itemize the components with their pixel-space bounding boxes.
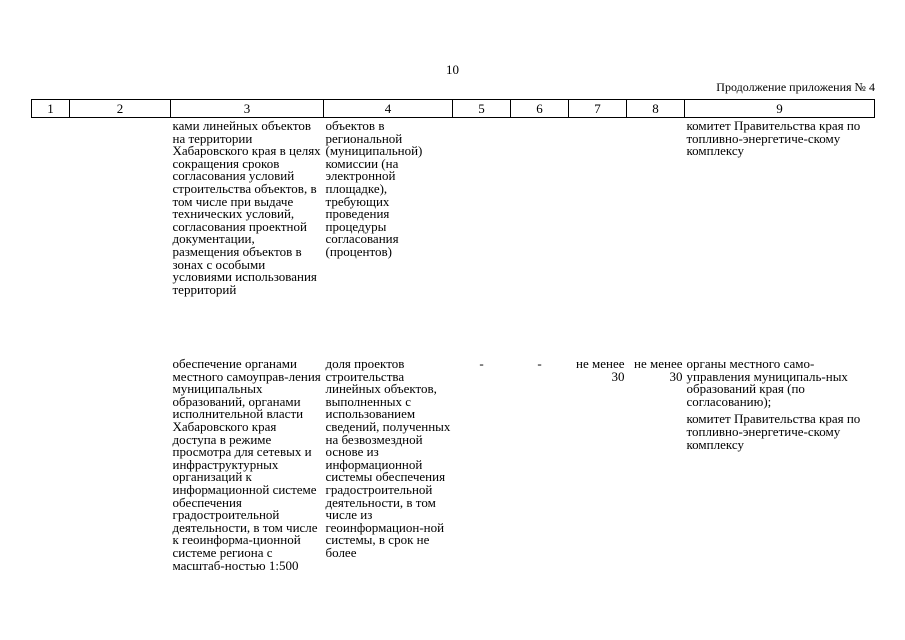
cell-number bbox=[32, 356, 70, 572]
measures-table bbox=[31, 99, 875, 572]
cell-value-col8: не менее 30 bbox=[634, 356, 683, 384]
cell-measure: ками линейных объектов на территории Хабаровского края в целях сокращения сроков согласования условий строительства объектов, в том числе при выдаче технических условий, согласования проектной документации, размещения объектов в зонах с особыми условиями использования территорий bbox=[172, 118, 321, 297]
cell-indicator: доля проектов строительства линейных объектов, выполненных с использованием сведений, полученных на безвозмездной основе из информационной системы обеспечения градостроительной деятельности, в том числе из геоинформацион-ной системы, в срок не более bbox=[325, 356, 451, 560]
column-number-row bbox=[32, 100, 875, 118]
column-header-7: 7 bbox=[569, 100, 627, 118]
cell-value-col7: не менее 30 bbox=[576, 356, 625, 384]
cell-value-col8 bbox=[627, 118, 685, 357]
cell-value-col6: - bbox=[537, 356, 542, 371]
column-header-3: 3 bbox=[171, 100, 324, 118]
cell-task bbox=[70, 356, 171, 572]
responsible-entry: органы местного само-управления муниципаль-ных образований края (по согласованию); bbox=[686, 356, 848, 409]
responsible-entry: комитет Правительства края по топливно-энергетиче-скому комплексу bbox=[686, 411, 861, 452]
annex-continuation-title: Продолжение приложения № 4 bbox=[716, 80, 875, 94]
column-header-4: 4 bbox=[324, 100, 453, 118]
table-row bbox=[32, 356, 875, 572]
cell-responsible bbox=[685, 356, 875, 572]
responsible-entry: комитет Правительства края по топливно-энергетиче-скому комплексу bbox=[686, 118, 861, 159]
cell-number bbox=[32, 118, 70, 357]
cell-measure: обеспечение органами местного самоуправ-ления муниципальных образований, органами исполнительной власти Хабаровского края доступа в режиме просмотра для сетевых и инфраструктурных организаций к информационной системе обеспечения градостроительной деятельности, в том числе к геоинформа-ционной системе региона с масштаб-ностью 1:500 bbox=[172, 356, 321, 573]
column-header-8: 8 bbox=[627, 100, 685, 118]
cell-value-col6 bbox=[511, 118, 569, 357]
cell-value-col7 bbox=[569, 118, 627, 357]
cell-indicator: объектов в региональной (муниципальной) комиссии (на электронной площадке), требующих проведения процедуры согласования (процентов) bbox=[325, 118, 423, 259]
cell-responsible bbox=[685, 118, 875, 357]
cell-value-col5 bbox=[453, 118, 511, 357]
cell-value-col5: - bbox=[479, 356, 484, 371]
cell-task bbox=[70, 118, 171, 357]
table-row bbox=[32, 118, 875, 357]
column-header-2: 2 bbox=[70, 100, 171, 118]
column-header-9: 9 bbox=[685, 100, 875, 118]
column-header-1: 1 bbox=[32, 100, 70, 118]
column-header-5: 5 bbox=[453, 100, 511, 118]
page-number: 10 bbox=[446, 62, 459, 77]
column-header-6: 6 bbox=[511, 100, 569, 118]
